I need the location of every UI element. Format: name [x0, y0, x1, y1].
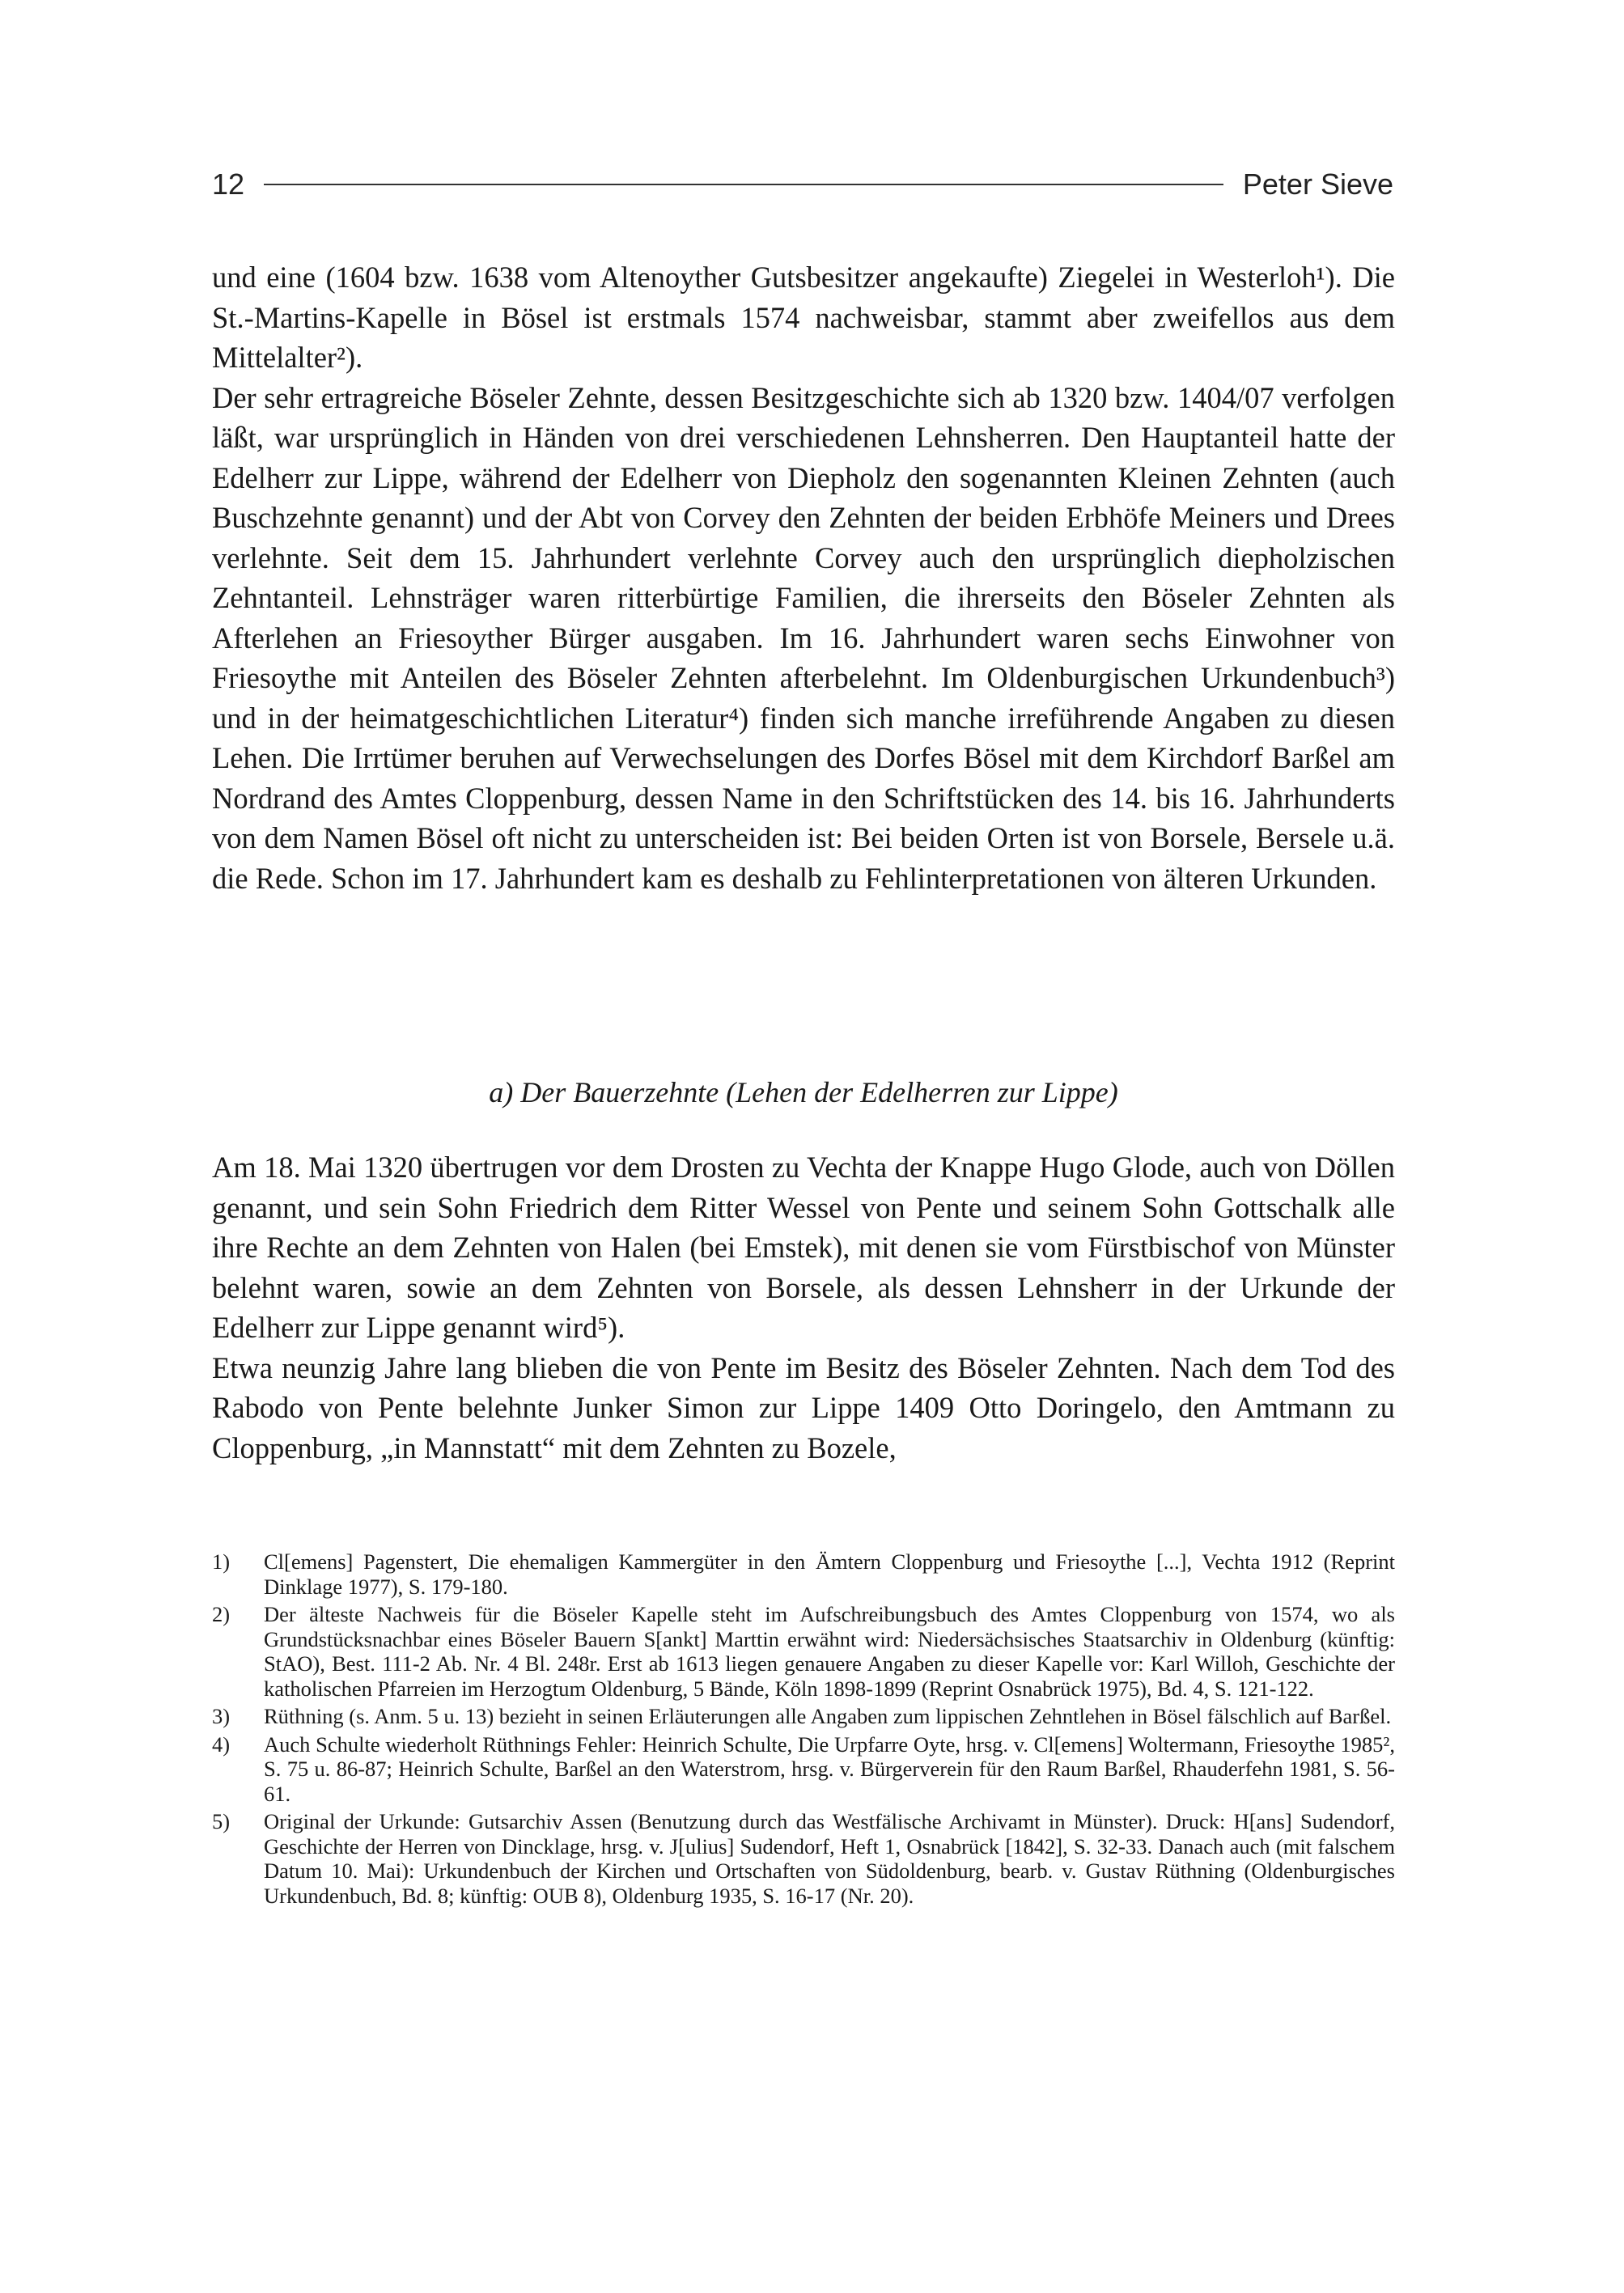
footnote — [212, 1809, 1395, 1908]
footnote-number: 2) — [212, 1602, 231, 1626]
section-body-text — [212, 1147, 1395, 1468]
body-text — [212, 257, 1395, 898]
footnote-number: 4) — [212, 1731, 231, 1757]
footnote-number: 3) — [212, 1704, 231, 1728]
footnote-text: Rüthning (s. Anm. 5 u. 13) bezieht in seinen Erläuterungen alle Angaben zum lippischen Zehntlehen in Bösel fälschlich auf Barßel. — [264, 1704, 1392, 1728]
paragraph: Etwa neunzig Jahre lang blieben die von Pente im Besitz des Böseler Zehnten. Nach dem Tod des Rabodo von Pente belehnte Junker Simon zur Lippe 1409 Otto Doringelo, den Amtmann zu Cloppenburg, „in Mannstatt“ mit dem Zehnten zu Bozele, — [212, 1350, 1395, 1464]
section-heading: a) Der Bauerzehnte (Lehen der Edelherren zur Lippe) — [489, 1076, 1118, 1108]
paragraph: Am 18. Mai 1320 übertrugen vor dem Drosten zu Vechta der Knappe Hugo Glode, auch von Döllen genannt, und sein Sohn Friedrich dem Ritter Wessel von Pente und seinem Sohn Gottschalk alle ihre Rechte an dem Zehnten von Halen (bei Emstek), mit denen sie vom Fürstbischof von Münster belehnt waren, sowie an dem Zehnten von Borsele, als dessen Lehnsherr in der Urkunde der Edelherr zur Lippe genannt wird⁵). — [212, 1151, 1395, 1344]
footnote-text: Cl[emens] Pagenstert, Die ehemaligen Kammergüter in den Ämtern Cloppenburg und Friesoythe [...], Vechta 1912 (Reprint Dinklage 1977), S. 179-180. — [264, 1549, 1395, 1599]
page-number: 12 — [212, 167, 245, 201]
footnote-text: Der älteste Nachweis für die Böseler Kapelle steht im Aufschreibungsbuch des Amtes Cloppenburg von 1574, wo als Grundstücksnachbar eines Böseler Bauern S[ankt] Marttin erwähnt wird: Niedersächsisches Staatsarchiv in Oldenburg (künftig: StAO), Best. 111-2 Ab. Nr. 4 Bl. 248r. Erst ab 1613 liegen genauere Angaben zu dieser Kapelle vor: Karl Willoh, Geschichte der katholischen Pfarreien im Herzogtum Oldenburg, 5 Bände, Köln 1898-1899 (Reprint Osnabrück 1975), Bd. 4, S. 121-122. — [264, 1602, 1395, 1701]
footnote-text: Auch Schulte wiederholt Rüthnings Fehler: Heinrich Schulte, Die Urpfarre Oyte, hrsg. v. Cl[emens] Woltermann, Friesoythe 1985², S. 75 u. 86-87; Heinrich Schulte, Barßel an den Waterstrom, hrsg. v. Bürgerverein für den Raum Barßel, Rhauderfehn 1981, S. 56-61. — [264, 1731, 1395, 1806]
footnote — [212, 1732, 1395, 1807]
paragraph: und eine (1604 bzw. 1638 vom Altenoyther Gutsbesitzer angekaufte) Ziegelei in Westerloh¹). Die St.-Martins-Kapelle in Bösel ist erstmals 1574 nachweisbar, stammt aber zweifellos aus dem Mittelalter²). — [212, 261, 1395, 374]
header-rule — [264, 184, 1223, 185]
paragraph: Der sehr ertragreiche Böseler Zehnte, dessen Besitzgeschichte sich ab 1320 bzw. 1404/07 verfolgen läßt, war ursprünglich in Händen von drei verschiedenen Lehnsherren. Den Hauptanteil hatte der Edelherr zur Lippe, während der Edelherr von Diepholz den sogenannten Kleinen Zehnten (auch Buschzehnte genannt) und der Abt von Corvey den Zehnten der beiden Erbhöfe Meiners und Drees verlehnte. Seit dem 15. Jahrhundert verlehnte Corvey auch den ursprünglich diepholzischen Zehntanteil. Lehnsträger waren ritterbürtige Familien, die ihrerseits den Böseler Zehnten als Afterlehen an Friesoyther Bürger ausgaben. Im 16. Jahrhundert waren sechs Einwohner von Friesoythe mit Anteilen des Böseler Zehnten afterbelehnt. Im Oldenburgischen Urkundenbuch³) und in der heimatgeschichtlichen Literatur⁴) finden sich manche irreführende Angaben zu diesen Lehen. Die Irrtümer beruhen auf Verwechselungen des Dorfes Bösel mit dem Kirchdorf Barßel am Nordrand des Amtes Cloppenburg, dessen Name in den Schriftstücken des 14. bis 16. Jahrhunderts von dem Namen Bösel oft nicht zu unterscheiden ist: Bei beiden Orten ist von Borsele, Bersele u.ä. die Rede. Schon im 17. Jahrhundert kam es deshalb zu Fehlinterpretationen von älteren Urkunden. — [212, 380, 1395, 895]
footnotes — [212, 1549, 1395, 1911]
footnote-number: 1) — [212, 1549, 231, 1574]
footnote-text: Original der Urkunde: Gutsarchiv Assen (Benutzung durch das Westfälische Archivamt in Münster). Druck: H[ans] Sudendorf, Geschichte der Herren von Dincklage, hrsg. v. J[ulius] Sudendorf, Heft 1, Osnabrück [1842], S. 32-33. Danach auch (mit falschem Datum 10. Mai): Urkundenbuch der Kirchen und Ortschaften von Südoldenburg, bearb. v. Gustav Rüthning (Oldenburgisches Urkundenbuch, Bd. 8; künftig: OUB 8), Oldenburg 1935, S. 16-17 (Nr. 20). — [264, 1809, 1395, 1908]
footnote — [212, 1549, 1395, 1599]
footnote — [212, 1602, 1395, 1701]
running-author: Peter Sieve — [1242, 167, 1393, 201]
footnote — [212, 1704, 1395, 1729]
running-header — [212, 162, 1393, 207]
footnote-number: 5) — [212, 1809, 231, 1833]
